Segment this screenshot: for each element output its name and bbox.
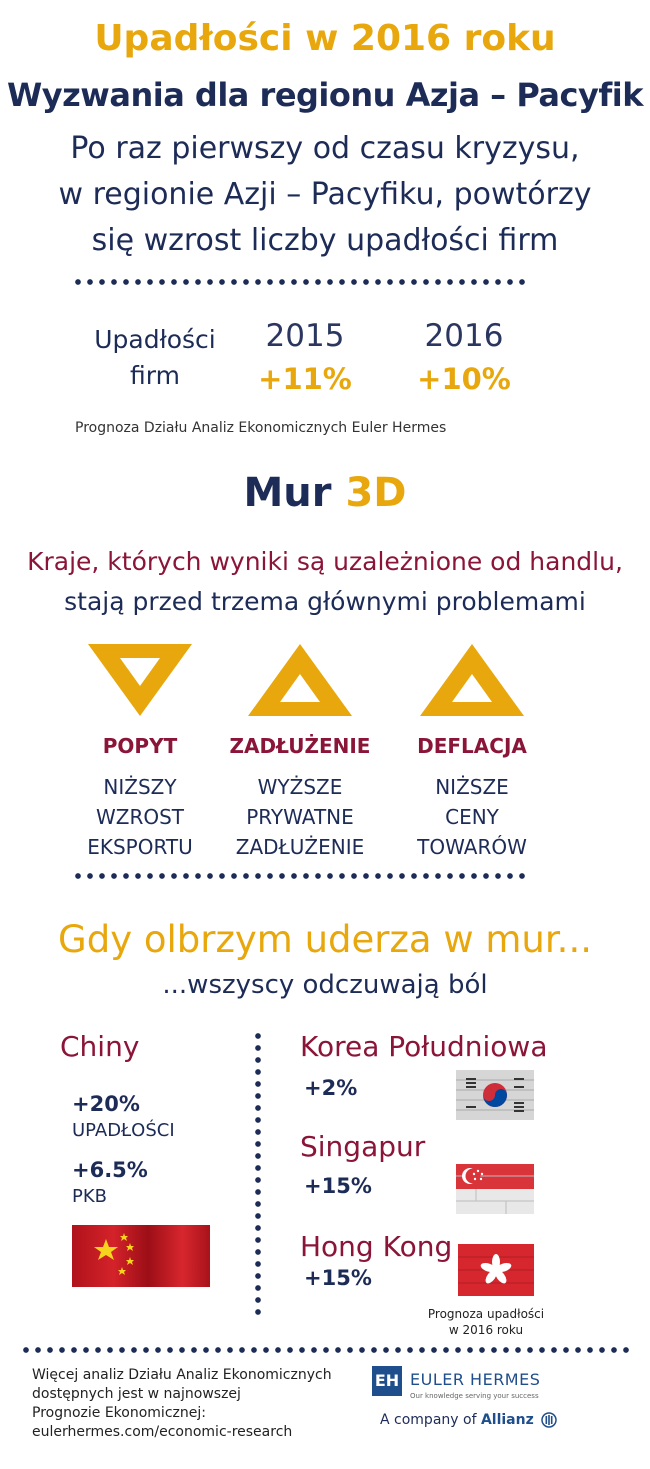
country-hong-kong-name: Hong Kong: [300, 1230, 453, 1263]
euler-hermes-name: EULER HERMES: [410, 1370, 541, 1389]
factor-desc-line: PRYWATNE: [246, 805, 354, 829]
south-korea-value: +2%: [304, 1076, 358, 1100]
dotted-divider: [72, 872, 528, 880]
hong-kong-flag-icon: [458, 1244, 534, 1296]
country-south-korea-name: Korea Południowa: [300, 1030, 548, 1063]
singapore-value: +15%: [304, 1174, 372, 1198]
dotted-divider: [72, 278, 528, 286]
wall-title-main: Mur: [243, 470, 346, 516]
allianz-logo-icon: [541, 1412, 557, 1428]
china-gdp-value: +6.5%: [72, 1158, 148, 1182]
wall-subtitle: [0, 542, 650, 622]
footer-line: dostępnych jest w najnowszej: [32, 1386, 241, 1402]
triangle-up-icon: [248, 644, 352, 716]
year-2016: 2016: [424, 318, 504, 354]
stats-source: Prognoza Działu Analiz Ekonomicznych Euler Hermes: [75, 420, 447, 436]
footer-link[interactable]: eulerhermes.com/economic-research: [32, 1424, 293, 1440]
factor-debt-desc: [210, 772, 390, 862]
wall-subtitle-line: Kraje, których wyniki są uzależnione od handlu,: [27, 547, 623, 576]
stats-label-line: Upadłości: [94, 325, 216, 354]
intro-line: Po raz pierwszy od czasu kryzysu,: [70, 131, 580, 166]
factor-demand-title: POPYT: [102, 734, 178, 758]
factor-desc-line: ZADŁUŻENIE: [235, 835, 365, 859]
factor-deflation: [382, 644, 562, 716]
intro-text: [0, 126, 650, 264]
factor-desc-line: CENY: [445, 805, 499, 829]
south-korea-flag-icon: [456, 1070, 534, 1120]
factor-debt: [210, 644, 390, 716]
factor-demand: [50, 644, 230, 716]
footer-line: Więcej analiz Działu Analiz Ekonomicznych: [32, 1367, 332, 1383]
year-2015: 2015: [265, 318, 345, 354]
country-singapore-name: Singapur: [300, 1130, 426, 1163]
factor-desc-line: WYŻSZE: [257, 775, 343, 799]
allianz-name: Allianz: [480, 1412, 534, 1428]
factor-deflation-title: DEFLACJA: [417, 734, 527, 758]
company-prefix: A company of: [380, 1412, 481, 1428]
company-of-allianz: [380, 1412, 557, 1428]
euler-hermes-tagline: Our knowledge serving your success: [410, 1392, 539, 1400]
triangle-up-icon: [420, 644, 524, 716]
forecast-note: [420, 1306, 552, 1338]
factor-desc-line: EKSPORTU: [87, 835, 193, 859]
page-title: Upadłości w 2016 roku: [94, 18, 556, 59]
factor-desc-line: TOWARÓW: [417, 835, 527, 859]
intro-line: się wzrost liczby upadłości firm: [91, 223, 559, 258]
intro-line: w regionie Azji – Pacyfiku, powtórzy: [58, 177, 592, 212]
factor-desc-line: NIŻSZE: [435, 775, 509, 799]
country-china-name: Chiny: [60, 1030, 140, 1063]
footer-line: Prognozie Ekonomicznej:: [32, 1405, 206, 1421]
footer-text: [32, 1366, 332, 1442]
china-insolvency-value: +20%: [72, 1092, 140, 1116]
china-flag-icon: [72, 1225, 210, 1287]
change-2015: +11%: [258, 362, 352, 396]
impact-subtitle: ...wszyscy odczuwają ból: [162, 970, 488, 1000]
factor-demand-desc: [50, 772, 230, 862]
stats-label: [80, 322, 230, 394]
change-2016: +10%: [417, 362, 511, 396]
forecast-note-line: w 2016 roku: [448, 1323, 524, 1337]
impact-title: Gdy olbrzym uderza w mur...: [58, 918, 592, 961]
triangle-down-icon: [88, 644, 192, 716]
vertical-dotted-divider: [254, 1030, 262, 1320]
wall-title-3d: 3D: [345, 470, 407, 516]
china-gdp-label: PKB: [72, 1186, 108, 1207]
wall-title: [0, 470, 650, 516]
factor-desc-line: NIŻSZY: [103, 775, 177, 799]
factor-deflation-desc: [382, 772, 562, 862]
factor-desc-line: WZROST: [95, 805, 185, 829]
wall-subtitle-line: stają przed trzema głównymi problemami: [64, 587, 586, 616]
factor-debt-title: ZADŁUŻENIE: [229, 734, 371, 758]
china-insolvency-label: UPADŁOŚCI: [72, 1120, 175, 1141]
singapore-flag-icon: [456, 1164, 534, 1214]
dotted-divider: [20, 1346, 630, 1354]
stats-label-line: firm: [130, 361, 180, 390]
euler-hermes-logo-icon: EH: [372, 1366, 402, 1396]
forecast-note-line: Prognoza upadłości: [427, 1307, 545, 1321]
hong-kong-value: +15%: [304, 1266, 372, 1290]
page-subtitle: Wyzwania dla regionu Azja – Pacyfik: [7, 76, 643, 114]
